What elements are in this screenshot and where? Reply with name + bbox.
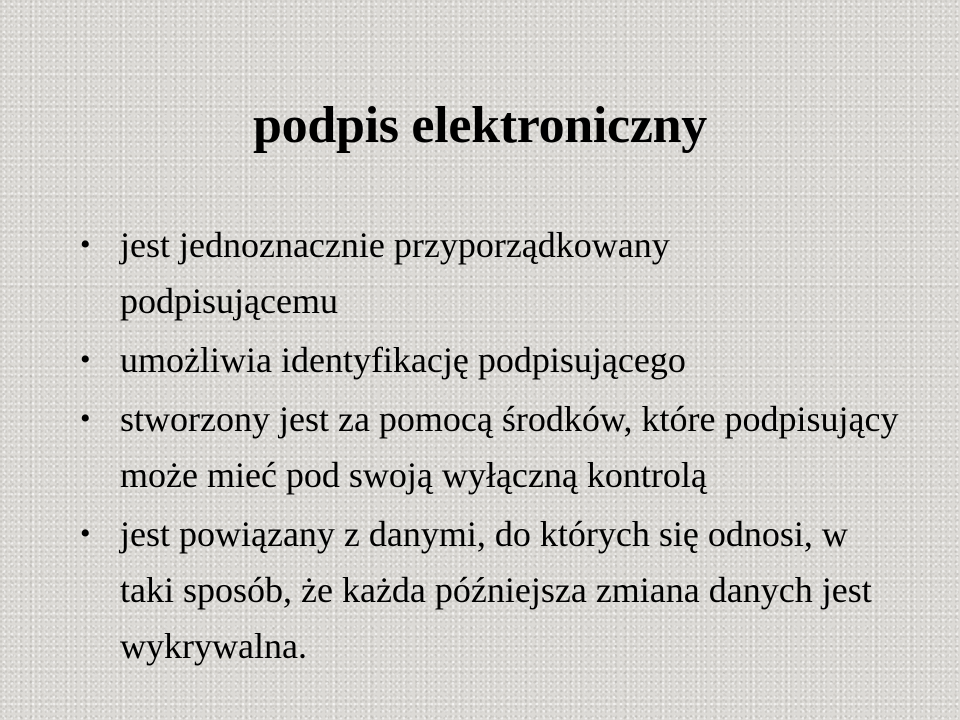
slide-title: podpis elektroniczny <box>253 97 707 154</box>
bullet-item <box>78 506 928 674</box>
bullet-point-icon: • <box>80 517 91 550</box>
bullet-item <box>78 332 928 388</box>
bullet-text: stworzony jest za pomocą środków, które podpisujący może mieć pod swoją wyłączną kontrolą <box>120 399 899 495</box>
bullet-point-icon: • <box>80 402 91 435</box>
bullet-text: jest powiązany z danymi, do których się odnosi, w taki sposób, że każda późniejsza zmiana danych jest wykrywalna. <box>120 514 872 666</box>
bullet-point-icon: • <box>80 343 91 376</box>
bullet-item <box>78 217 928 329</box>
bullet-point-icon: • <box>80 228 91 261</box>
bullet-item <box>78 391 928 503</box>
bullet-text: umożliwia identyfikację podpisującego <box>120 340 686 380</box>
bullet-text: jest jednoznacznie przyporządkowany podpisującemu <box>120 225 670 321</box>
bullet-list <box>78 217 928 677</box>
